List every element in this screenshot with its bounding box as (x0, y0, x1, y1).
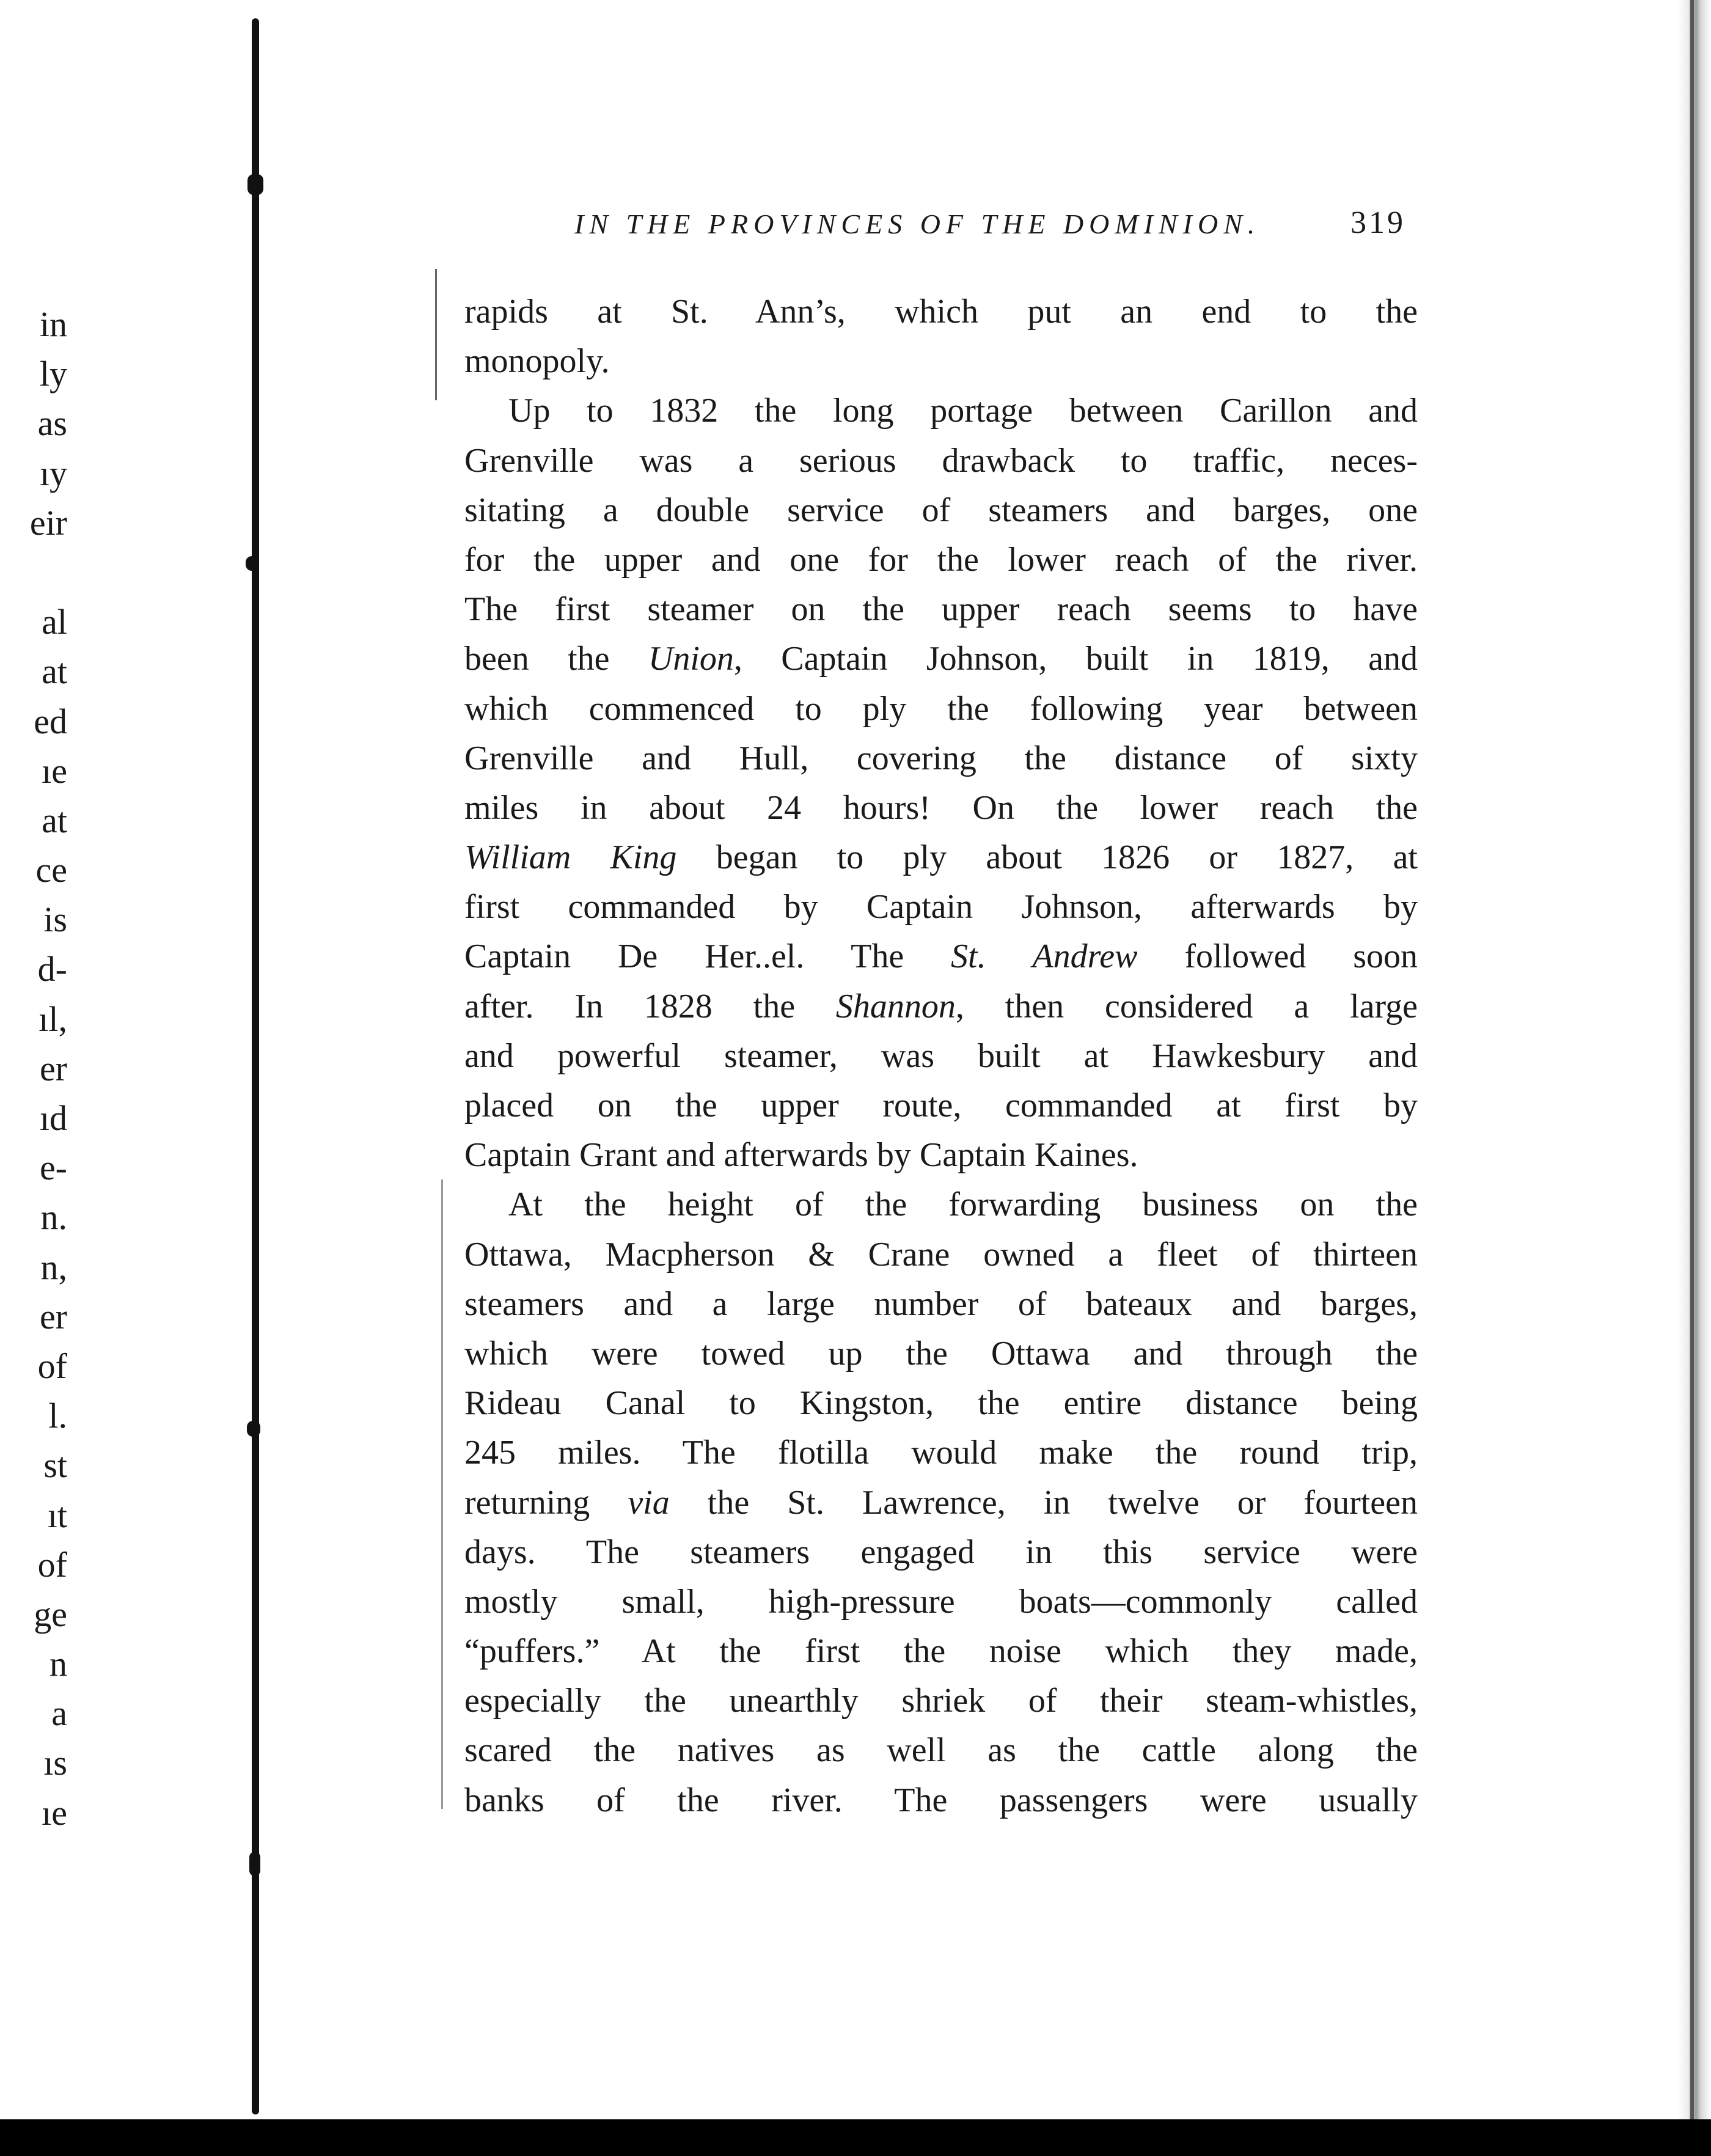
facing-page-fragment: eir (29, 502, 67, 543)
text-line (464, 1676, 1418, 1726)
text-run: Rideau Canal to Kingston, the entire distance being (464, 1384, 1418, 1423)
facing-page-fragment: in (39, 304, 67, 344)
body-text (464, 287, 1418, 1825)
text-line (464, 1776, 1418, 1825)
text-line (464, 535, 1418, 585)
text-run: began to ply about 1826 or 1827, at (676, 838, 1418, 877)
text-run: , Captain Johnson, built in 1819, and (733, 640, 1418, 678)
text-run: followed soon (1137, 937, 1418, 976)
text-run: mostly small, high-pressure boats—commonly called (464, 1582, 1418, 1621)
text-run: Grenville and Hull, covering the distance of sixty (464, 739, 1418, 777)
facing-page-fragment: of (37, 1346, 67, 1386)
facing-page-fragment: of (37, 1544, 67, 1585)
text-run: At the height of the forwarding business on the (508, 1186, 1418, 1224)
text-line (464, 1329, 1418, 1379)
text-run: “puffers.” At the first the noise which they made, (464, 1632, 1418, 1671)
facing-page-fragment: ıy (39, 453, 67, 493)
facing-page-fragment: ıl, (38, 999, 67, 1039)
text-run: days. The steamers engaged in this service were (464, 1533, 1418, 1571)
margin-ruling-mark (435, 269, 437, 400)
running-head-title: IN THE PROVINCES OF THE DOMINION. (574, 208, 1261, 240)
facing-page-fragment: er (39, 1048, 67, 1088)
text-line (464, 585, 1418, 634)
facing-page-text-fragments (0, 299, 67, 1838)
facing-page-fragment: ge (34, 1594, 67, 1634)
facing-page-fragment: ly (39, 354, 67, 394)
text-line (464, 1131, 1418, 1180)
facing-page-fragment: ed (34, 701, 67, 741)
text-line (464, 734, 1418, 783)
facing-page-fragment: is (43, 900, 67, 940)
text-line (464, 783, 1418, 833)
facing-page-fragment: ıt (47, 1495, 67, 1535)
facing-page-fragment: n (49, 1644, 67, 1684)
facing-page-fragment: as (37, 403, 67, 444)
text-run: 245 miles. The flotilla would make the round trip, (464, 1434, 1418, 1472)
text-line (464, 1577, 1418, 1627)
text-line (464, 1627, 1418, 1676)
text-line (464, 486, 1418, 535)
text-run: which were towed up the Ottawa and through the (464, 1334, 1418, 1373)
ship-name: St. Andrew (951, 937, 1138, 976)
ship-name: William King (464, 838, 677, 877)
facing-page-fragment: d- (37, 949, 67, 989)
scan-right-edge (1677, 0, 1711, 2119)
facing-page-fragment: st (43, 1445, 67, 1486)
facing-page-fragment: at (42, 800, 67, 840)
facing-page-fragment: ıe (42, 1792, 67, 1833)
text-run: the St. Lawrence, in twelve or fourteen (669, 1483, 1418, 1522)
text-run: monopoly. (464, 342, 610, 381)
text-line (464, 1180, 1418, 1230)
text-run: Ottawa, Macpherson & Crane owned a fleet of thirteen (464, 1235, 1418, 1274)
gutter-notch (247, 174, 263, 195)
ship-name: Union (648, 640, 734, 678)
facing-page-edge (0, 0, 257, 2119)
text-line (464, 1726, 1418, 1775)
text-run: The first steamer on the upper reach seems to have (464, 590, 1418, 629)
facing-page-fragment: l. (48, 1396, 67, 1436)
gutter-notch (249, 1852, 260, 1876)
facing-page-fragment: n. (40, 1197, 67, 1238)
book-gutter-line (252, 18, 259, 2114)
page-number: 319 (1350, 205, 1405, 240)
facing-page-fragment (0, 548, 67, 597)
text-line (464, 684, 1418, 734)
facing-page-fragment: at (42, 651, 67, 692)
gutter-notch (246, 556, 258, 571)
text-run: placed on the upper route, commanded at first by (464, 1087, 1418, 1124)
text-line (464, 1379, 1418, 1428)
scan-right-edge-line (1690, 0, 1694, 2119)
facing-page-fragment: e- (39, 1148, 67, 1188)
text-line (464, 833, 1418, 882)
text-run: Up to 1832 the long portage between Carillon and (508, 392, 1418, 430)
scan-bottom-border (0, 2119, 1711, 2156)
text-line (464, 386, 1418, 436)
text-run: scared the natives as well as the cattle along the (464, 1731, 1418, 1770)
text-line (464, 1280, 1418, 1329)
text-run: Grenville was a serious drawback to traffic, neces- (464, 441, 1418, 480)
text-line (464, 1230, 1418, 1280)
text-run: banks of the river. The passengers were usually (464, 1781, 1418, 1819)
text-run: miles in about 24 hours! On the lower reach the (464, 788, 1418, 827)
text-line (464, 1428, 1418, 1478)
text-line (464, 436, 1418, 486)
text-run: for the upper and one for the lower reach of the river. (464, 540, 1418, 579)
margin-ruling-mark (441, 1179, 443, 1809)
text-line (464, 337, 1418, 386)
text-run: , then considered a large (955, 987, 1418, 1025)
text-run: sitating a double service of steamers and barges, one (464, 491, 1418, 529)
text-run: Captain De Her..el. The (464, 937, 951, 976)
facing-page-fragment: n, (40, 1247, 67, 1287)
text-line (464, 882, 1418, 932)
text-run: which commenced to ply the following year between (464, 689, 1418, 728)
facing-page-fragment: ce (35, 850, 67, 890)
facing-page-fragment: ıd (39, 1098, 67, 1138)
text-run: and powerful steamer, was built at Hawkesbury and (464, 1036, 1418, 1075)
text-line (464, 634, 1418, 684)
text-line (464, 287, 1418, 337)
facing-page-fragment: al (42, 602, 67, 642)
text-run: after. In 1828 the (464, 987, 836, 1025)
text-line (464, 1081, 1418, 1131)
text-run: first commanded by Captain Johnson, afterwards by (464, 888, 1418, 926)
text-run: returning (464, 1483, 628, 1522)
text-line (464, 1528, 1418, 1577)
ship-name: Shannon (835, 987, 956, 1025)
text-run: steamers and a large number of bateaux and barges, (464, 1285, 1418, 1323)
ship-name: via (628, 1483, 670, 1522)
text-run: rapids at St. Ann’s, which put an end to the (464, 293, 1418, 331)
text-run: especially the unearthly shriek of their steam-whistles, (464, 1682, 1418, 1720)
text-line (464, 982, 1418, 1032)
text-line (464, 932, 1418, 981)
facing-page-fragment: ıs (43, 1743, 67, 1783)
facing-page-fragment: er (39, 1296, 67, 1336)
facing-page-fragment: a (51, 1693, 67, 1734)
gutter-notch (247, 1421, 260, 1437)
text-line (464, 1478, 1418, 1528)
text-run: been the (464, 640, 648, 678)
facing-page-fragment: ıe (42, 750, 67, 791)
text-run: Captain Grant and afterwards by Captain Kaines. (464, 1136, 1138, 1175)
text-line (464, 1032, 1418, 1081)
